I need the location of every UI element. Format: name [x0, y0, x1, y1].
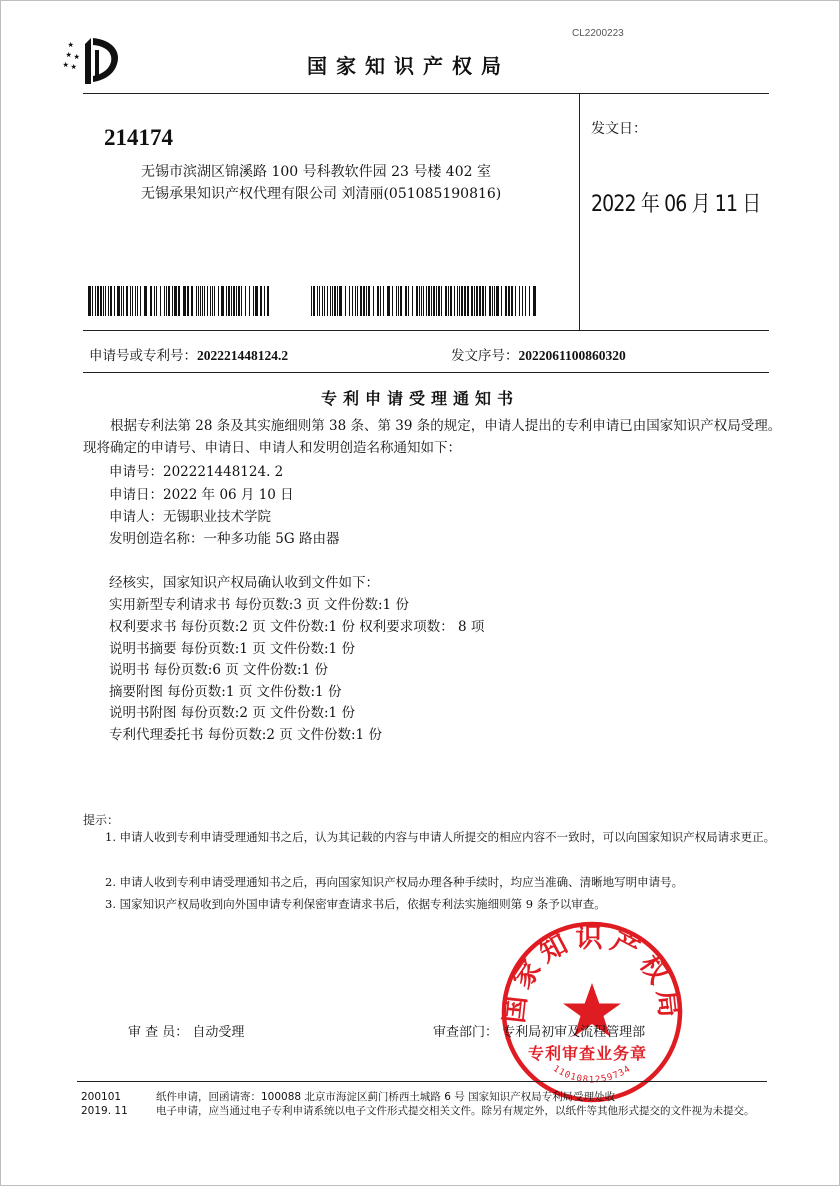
footer-version: 2019. 11 [81, 1105, 128, 1117]
form-code: CL2200223 [572, 28, 624, 39]
serial-number [451, 344, 626, 364]
barcode-right [311, 286, 537, 316]
file-item: 说明书摘要 每份页数:1 页 文件份数:1 份 [109, 641, 355, 657]
recipient-address: 无锡市滨湖区锦溪路 100 号科教软件园 23 号楼 402 室 [141, 164, 491, 180]
file-item: 说明书附图 每份页数:2 页 文件份数:1 份 [109, 705, 355, 721]
examiner: 审 查 员： 自动受理 [128, 1025, 245, 1040]
detail-applicant: 申请人：无锡职业技术学院 [109, 509, 271, 525]
official-seal-icon [497, 917, 687, 1107]
detail-invention-name: 发明创造名称：一种多功能 5G 路由器 [109, 531, 340, 547]
seal-arc-text: 国家知识产权局 [498, 923, 686, 1025]
examination-department: 审查部门： 专利局初审及流程管理部 [433, 1025, 646, 1040]
address-divider [83, 330, 769, 331]
intro-paragraph: 根据专利法第 28 条及其实施细则第 38 条、第 39 条的规定，申请人提出的专利申请已由国家知识产权局受理。现将确定的申请号、申请日、申请人和发明创造名称通知如下： [83, 418, 782, 456]
agent-name: 无锡承果知识产权代理有限公司 刘清丽(051085190816) [141, 186, 502, 202]
file-item: 实用新型专利请求书 每份页数:3 页 文件份数:1 份 [109, 597, 409, 613]
footer-electronic-info: 电子申请，应当通过电子专利申请系统以电子文件形式提交相关文件。除另有规定外，以纸件等其他形式提交的文件视为未提交。 [156, 1105, 755, 1117]
footer-mail-info: 纸件申请，回函请寄：100088 北京市海淀区蓟门桥西土城路 6 号 国家知识产权局专利局受理处收 [156, 1091, 616, 1103]
dispatch-date-label: 发文日： [591, 121, 647, 137]
barcode-left [88, 286, 272, 316]
tip-item: 2. 申请人收到专利申请受理通知书之后，再向国家知识产权局办理各种手续时，均应当准确、清晰地写明申请号。 [105, 875, 684, 889]
dispatch-date: 2022 年 06 月 11 日 [591, 192, 761, 217]
tip-item: 3. 国家知识产权局收到向外国申请专利保密审查请求书后，依据专利法实施细则第 9 条予以审查。 [105, 897, 606, 911]
document-title: 专利申请受理通知书 [320, 389, 519, 408]
header-divider [83, 93, 769, 94]
files-intro: 经核实，国家知识产权局确认收到文件如下： [109, 575, 379, 591]
numbers-divider [83, 372, 769, 373]
tips-title: 提示： [83, 813, 120, 827]
application-number [89, 344, 288, 364]
detail-application-date: 申请日：2022 年 06 月 10 日 [109, 487, 294, 503]
file-item: 摘要附图 每份页数:1 页 文件份数:1 份 [109, 684, 342, 700]
seal-serial: 1101081259734 [551, 1064, 633, 1086]
agency-title: 国家知识产权局 [307, 54, 510, 78]
cnipa-logo-icon [61, 36, 133, 88]
footer-divider [77, 1081, 767, 1082]
file-item: 说明书 每份页数:6 页 文件份数:1 份 [109, 662, 328, 678]
serial-number-label: 发文序号： [451, 348, 519, 364]
svg-text:1101081259734 [551, 1064, 633, 1085]
file-item: 专利代理委托书 每份页数:2 页 文件份数:1 份 [109, 727, 382, 743]
postal-code: 214174 [104, 125, 173, 150]
application-number-label: 申请号或专利号： [89, 348, 197, 364]
file-item: 权利要求书 每份页数:2 页 文件份数:1 份 权利要求项数： 8 项 [109, 619, 485, 635]
footer-code: 200101 [81, 1091, 122, 1103]
detail-application-no: 申请号：202221448124. 2 [109, 464, 284, 480]
vertical-divider [579, 93, 580, 330]
application-number-value: 202221448124.2 [197, 348, 289, 363]
serial-number-value: 2022061100860320 [518, 348, 626, 363]
seal-bottom-text: 专利审查业务章 [528, 1044, 648, 1063]
tip-item: 1. 申请人收到专利申请受理通知书之后，认为其记载的内容与申请人所提交的相应内容不一致时，可以向国家知识产权局请求更正。 [105, 830, 776, 844]
